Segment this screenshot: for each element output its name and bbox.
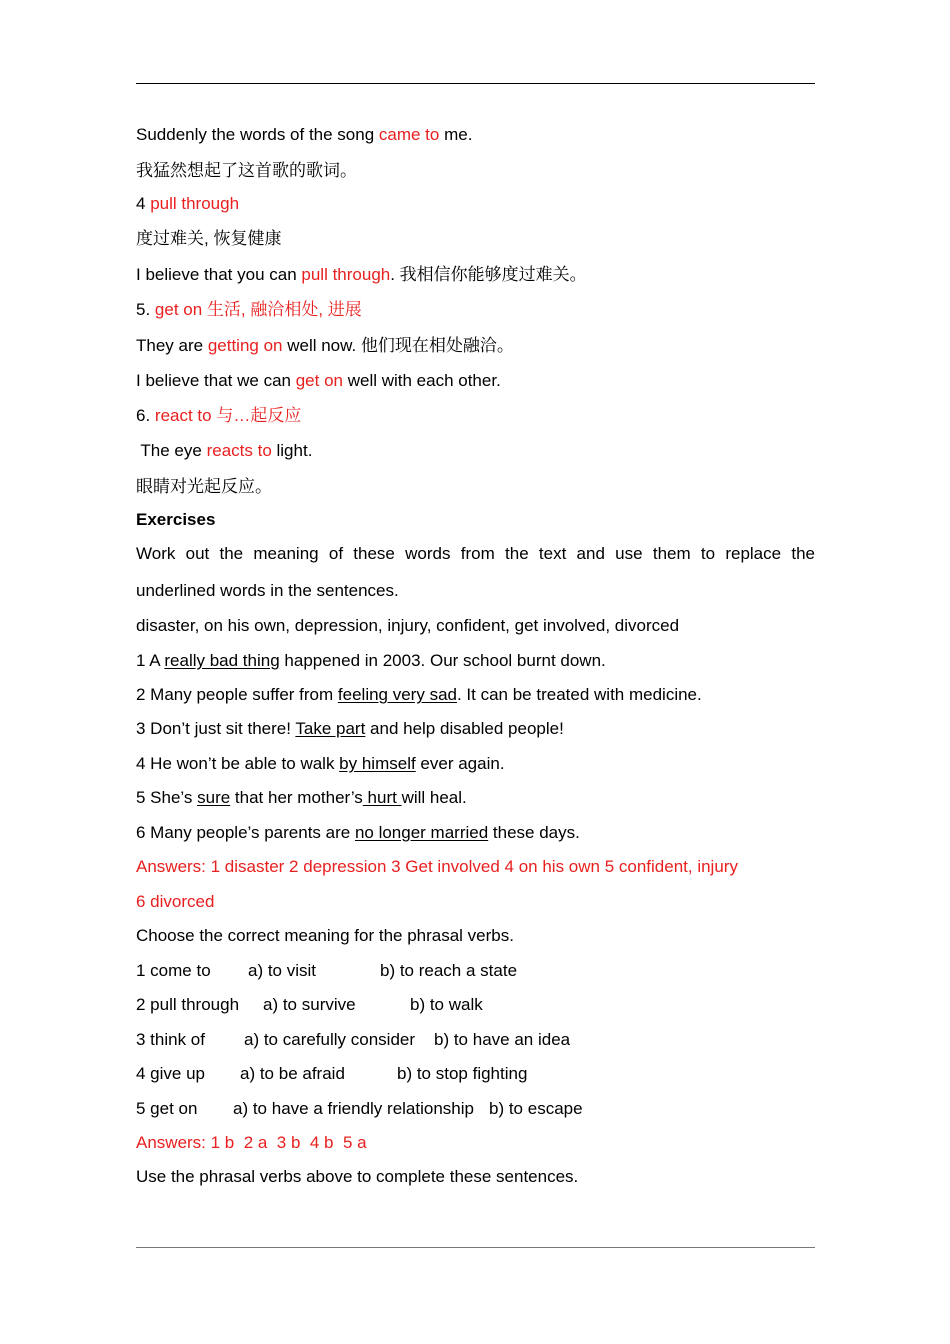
text: They are <box>136 336 208 355</box>
text: The eye <box>136 441 207 460</box>
instruction-line-2: underlined words in the sentences. <box>136 581 399 600</box>
instruction-choose: Choose the correct meaning for the phrasal verbs. <box>136 926 514 945</box>
highlight-phrase: getting on <box>207 336 283 355</box>
phrasal-verb: 5 get on <box>136 1099 198 1118</box>
underlined-words: by himself <box>339 754 416 773</box>
highlight-phrase: get on <box>295 371 343 390</box>
instruction-use-phrasal-verbs: Use the phrasal verbs above to complete these sentences. <box>136 1167 579 1186</box>
text: . 我相信你能够度过难关。 <box>390 265 587 284</box>
text: 6 Many people’s parents are <box>136 823 355 842</box>
text: 4 He won’t be able to walk <box>136 754 340 773</box>
phrasal-verb: 1 come to <box>136 961 211 980</box>
question-1 <box>136 960 815 982</box>
phrasal-verb: 4 give up <box>136 1064 205 1083</box>
underlined-words: feeling very sad <box>337 685 457 704</box>
exercise-sentence-5 <box>136 787 815 809</box>
footer-rule <box>136 1247 815 1248</box>
exercise-sentence-2 <box>136 684 815 706</box>
item-number: 6. <box>136 406 155 425</box>
example-sentence-came-to <box>136 124 815 146</box>
item-number: 4 <box>136 194 151 213</box>
underlined-words: really bad thing <box>164 651 280 670</box>
text: me. <box>439 125 473 144</box>
phrasal-verb: 2 pull through <box>136 995 240 1014</box>
option-a: a) to be afraid <box>240 1064 345 1083</box>
underlined-words: hurt <box>362 788 402 807</box>
text: and help disabled people! <box>365 719 564 738</box>
exercise-sentence-4 <box>136 753 815 775</box>
text: I believe that you can <box>136 265 302 284</box>
text: these days. <box>488 823 580 842</box>
underlined-words: Take part <box>295 719 366 738</box>
chinese-meaning: 度过难关, 恢复健康 <box>136 229 282 248</box>
option-b: b) to reach a state <box>380 961 518 980</box>
option-a: a) to have a friendly relationship <box>233 1099 474 1118</box>
text: 5 She’s <box>136 788 198 807</box>
phrase: get on 生活, 融洽相处, 进展 <box>154 300 362 319</box>
text: happened in 2003. Our school burnt down. <box>279 651 606 670</box>
chinese-translation: 眼睛对光起反应。 <box>136 477 272 496</box>
question-2 <box>136 994 815 1016</box>
option-b: b) to have an idea <box>434 1030 571 1049</box>
text: that her mother’s <box>230 788 363 807</box>
option-b: b) to walk <box>410 995 483 1014</box>
question-3 <box>136 1029 815 1051</box>
option-a: a) to carefully consider <box>244 1030 416 1049</box>
text: ever again. <box>415 754 505 773</box>
exercise-sentence-1 <box>136 650 815 672</box>
phrase: react to 与…起反应 <box>154 406 302 425</box>
highlight-phrase: came to <box>378 125 440 144</box>
text: . It can be treated with medicine. <box>456 685 702 704</box>
header-rule <box>136 83 815 84</box>
text: well now. 他们现在相处融洽。 <box>282 336 514 355</box>
word-bank: disaster, on his own, depression, injury, confident, get involved, divorced <box>136 616 680 635</box>
answers-line-2: 6 divorced <box>136 892 215 911</box>
exercise-sentence-6 <box>136 822 815 844</box>
text: will heal. <box>401 788 467 807</box>
instruction-line-1: Work out the meaning of these words from the text and use them to replace the <box>136 544 815 563</box>
option-b: b) to escape <box>489 1099 583 1118</box>
option-a: a) to visit <box>248 961 317 980</box>
option-a: a) to survive <box>263 995 356 1014</box>
example-sentence-reacts-to <box>136 440 815 462</box>
text: 1 A <box>136 651 165 670</box>
option-b: b) to stop fighting <box>397 1064 528 1083</box>
text: light. <box>271 441 313 460</box>
underlined-words: sure <box>197 788 231 807</box>
exercise-sentence-3 <box>136 718 815 740</box>
question-5 <box>136 1098 815 1120</box>
answers-line-1: Answers: 1 disaster 2 depression 3 Get involved 4 on his own 5 confident, injury <box>136 857 738 876</box>
chinese-translation: 我猛然想起了这首歌的歌词。 <box>136 161 357 180</box>
highlight-phrase: pull through <box>301 265 391 284</box>
phrase-heading-pull-through <box>136 193 815 215</box>
item-number: 5. <box>136 300 155 319</box>
underlined-words: no longer married <box>354 823 489 842</box>
example-sentence-getting-on <box>136 335 815 357</box>
text: I believe that we can <box>136 371 296 390</box>
section-heading-exercises: Exercises <box>136 510 216 529</box>
phrase: pull through <box>150 194 240 213</box>
highlight-phrase: reacts to <box>206 441 272 460</box>
phrase-heading-react-to <box>136 405 815 427</box>
text: 3 Don’t just sit there! <box>136 719 296 738</box>
example-sentence-get-on <box>136 370 815 392</box>
example-sentence-pull-through <box>136 264 815 286</box>
phrase-heading-get-on <box>136 299 815 321</box>
text: Suddenly the words of the song <box>136 125 379 144</box>
question-4 <box>136 1063 815 1085</box>
phrasal-verb: 3 think of <box>136 1030 205 1049</box>
text: 2 Many people suffer from <box>136 685 338 704</box>
text: well with each other. <box>342 371 501 390</box>
answers-choose: Answers: 1 b 2 a 3 b 4 b 5 a <box>136 1133 367 1152</box>
